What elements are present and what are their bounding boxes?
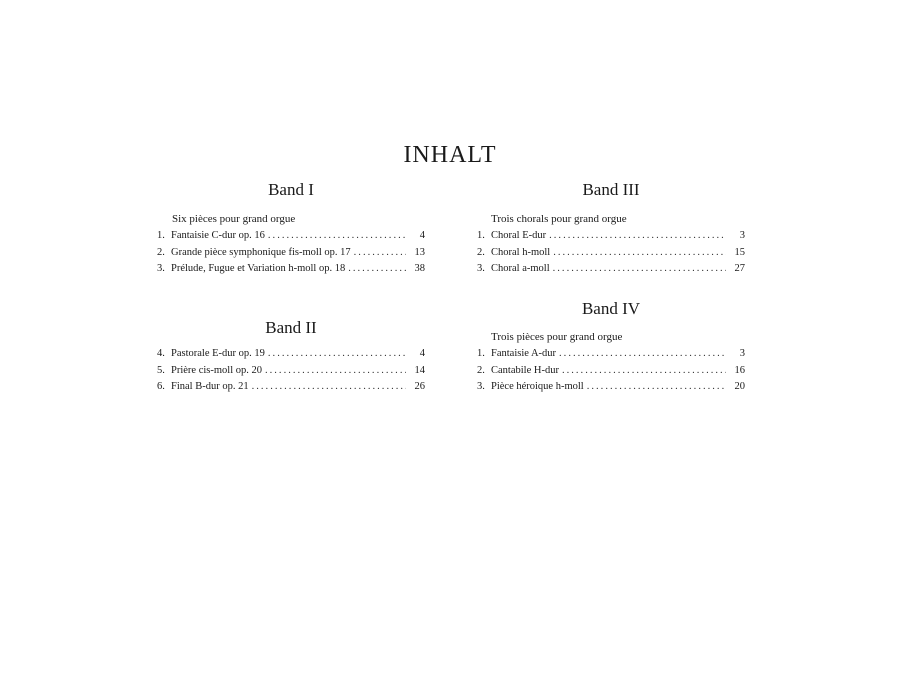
entry-title: Choral a-moll <box>491 263 550 274</box>
entry-page: 27 <box>734 263 745 274</box>
dot-leader <box>252 379 406 396</box>
entry-number: 1. <box>157 230 165 241</box>
entry-title: Choral E-dur <box>491 230 547 241</box>
toc-entry <box>157 245 425 262</box>
toc-entry <box>157 363 425 380</box>
toc-list <box>157 228 425 278</box>
toc-entry <box>477 245 745 262</box>
toc-list <box>477 228 745 278</box>
entry-page: 13 <box>414 246 425 258</box>
toc-entry <box>157 261 425 278</box>
dot-leader <box>268 228 406 245</box>
band-4-section <box>477 299 745 399</box>
entry-title: Fantaisie A-dur <box>491 348 557 359</box>
band-2-section <box>157 318 425 398</box>
band-3-section <box>477 180 745 280</box>
entry-number: 6. <box>157 381 165 392</box>
page-title: INHALT <box>403 142 497 169</box>
entry-page: 4 <box>419 230 425 241</box>
band-title: Band IV <box>581 299 641 318</box>
dot-leader <box>553 261 726 278</box>
entry-number: 5. <box>157 364 165 376</box>
entry-page: 15 <box>734 246 745 258</box>
entry-number: 3. <box>157 263 165 274</box>
toc-list <box>157 346 425 396</box>
entry-title: Prélude, Fugue et Variation h-moll op. 18 <box>171 263 346 274</box>
entry-number: 1. <box>477 348 485 359</box>
entry-page: 4 <box>419 348 425 359</box>
entry-number: 2. <box>477 364 485 376</box>
entry-title: Fantaisie C-dur op. 16 <box>171 230 265 241</box>
entry-page: 26 <box>414 381 425 392</box>
toc-entry <box>477 363 745 380</box>
entry-number: 2. <box>477 246 485 258</box>
entry-number: 1. <box>477 230 485 241</box>
entry-title: Cantabile H-dur <box>491 364 559 376</box>
toc-entry <box>157 379 425 396</box>
entry-title: Final B-dur op. 21 <box>171 381 249 392</box>
dot-leader <box>549 228 726 245</box>
entry-page: 38 <box>414 263 425 274</box>
toc-entry <box>477 346 745 363</box>
entry-number: 3. <box>477 263 485 274</box>
entry-title: Grande pièce symphonique fis-moll op. 17 <box>171 246 351 258</box>
toc-entry <box>477 261 745 278</box>
entry-number: 3. <box>477 381 485 392</box>
band-subtitle: Trois chorals pour grand orgue <box>491 213 627 225</box>
dot-leader <box>559 346 726 363</box>
dot-leader <box>587 379 726 396</box>
entry-page: 3 <box>739 230 745 241</box>
entry-page: 20 <box>734 381 745 392</box>
entry-title: Prière cis-moll op. 20 <box>171 364 262 376</box>
band-subtitle: Trois pièces pour grand orgue <box>491 331 623 343</box>
band-title: Band III <box>582 180 640 199</box>
band-1-section <box>157 180 425 280</box>
dot-leader <box>562 363 726 380</box>
band-title: Band II <box>265 318 317 337</box>
entry-title: Pièce héroique h-moll <box>491 381 584 392</box>
entry-title: Pastorale E-dur op. 19 <box>171 348 265 359</box>
dot-leader <box>268 346 406 363</box>
toc-list <box>477 346 745 396</box>
dot-leader <box>354 245 406 262</box>
entry-page: 3 <box>739 348 745 359</box>
entry-title: Choral h-moll <box>491 246 551 258</box>
toc-entry <box>477 379 745 396</box>
toc-entry <box>157 228 425 245</box>
band-title: Band I <box>268 180 314 199</box>
entry-page: 16 <box>734 364 745 376</box>
dot-leader <box>265 363 406 380</box>
band-subtitle: Six pièces pour grand orgue <box>172 213 296 225</box>
toc-entry <box>157 346 425 363</box>
toc-entry <box>477 228 745 245</box>
entry-number: 4. <box>157 348 165 359</box>
entry-page: 14 <box>414 364 425 376</box>
entry-number: 2. <box>157 246 165 258</box>
dot-leader <box>348 261 406 278</box>
dot-leader <box>553 245 726 262</box>
